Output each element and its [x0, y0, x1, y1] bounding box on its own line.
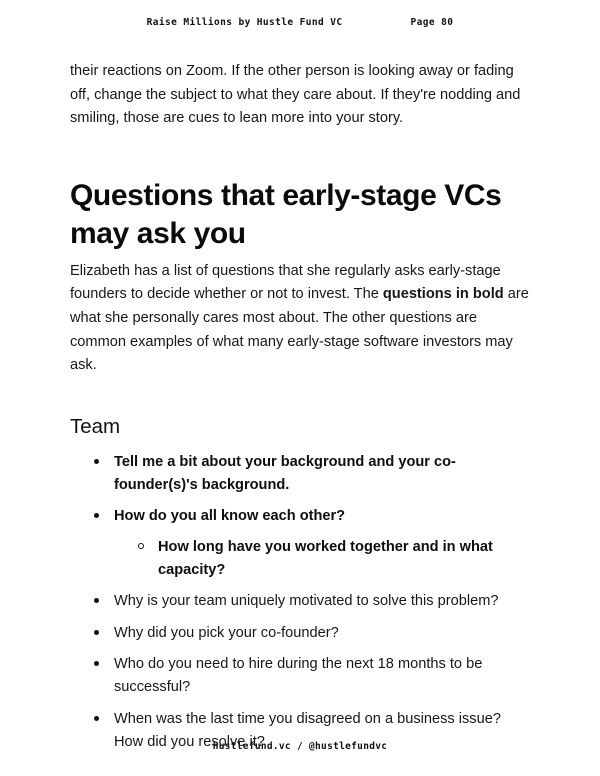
- list-item-text: Why is your team uniquely motivated to solve this problem?: [114, 593, 499, 610]
- list-item: [92, 622, 530, 645]
- intro-text-part-1: Elizabeth has a list of questions that she regularly asks early-stage founders to decide whether or not to invest. The: [70, 262, 501, 303]
- list-item: [92, 451, 530, 498]
- sub-list-item-text: How long have you worked together and in what capacity?: [158, 538, 493, 578]
- list-item: [92, 653, 530, 700]
- list-item-text: When was the last time you disagreed on a business issue? How did you resolve it?: [114, 710, 501, 750]
- sub-list-item: [136, 536, 530, 583]
- intro-text-bold: questions in bold: [382, 286, 504, 303]
- list-item: [92, 590, 530, 613]
- questions-list: [70, 451, 530, 755]
- list-item-text: Who do you need to hire during the next 18 months to be successful?: [114, 655, 483, 696]
- page-content: [70, 60, 530, 762]
- intro-text-part-2: are what she personally cares most about. The other questions are common examples of what many early-stage software investors may ask.: [70, 286, 529, 374]
- intro-paragraph: their reactions on Zoom. If the other person is looking away or fading off, change the subject to what they care about. If they're nodding and smiling, those are cues to lean more into your story.: [70, 63, 521, 127]
- header-book-title: Raise Millions by Hustle Fund VC: [146, 17, 343, 28]
- list-item-text: How do you all know each other?: [114, 508, 346, 525]
- list-item-text: Tell me a bit about your background and your co-founder(s)'s background.: [114, 453, 456, 493]
- list-item: [92, 505, 530, 582]
- header-page-number: Page 80: [410, 17, 454, 28]
- list-item-text: Why did you pick your co-founder?: [114, 624, 339, 641]
- section-title-team: Team: [70, 414, 121, 438]
- chapter-title: Questions that early-stage VCs may ask you: [70, 178, 502, 251]
- page-footer: hustlefund.vc / @hustlefundvc: [212, 741, 388, 752]
- page-header: [0, 17, 600, 28]
- sub-questions-list: [114, 536, 530, 583]
- section-intro-paragraph: [70, 260, 530, 378]
